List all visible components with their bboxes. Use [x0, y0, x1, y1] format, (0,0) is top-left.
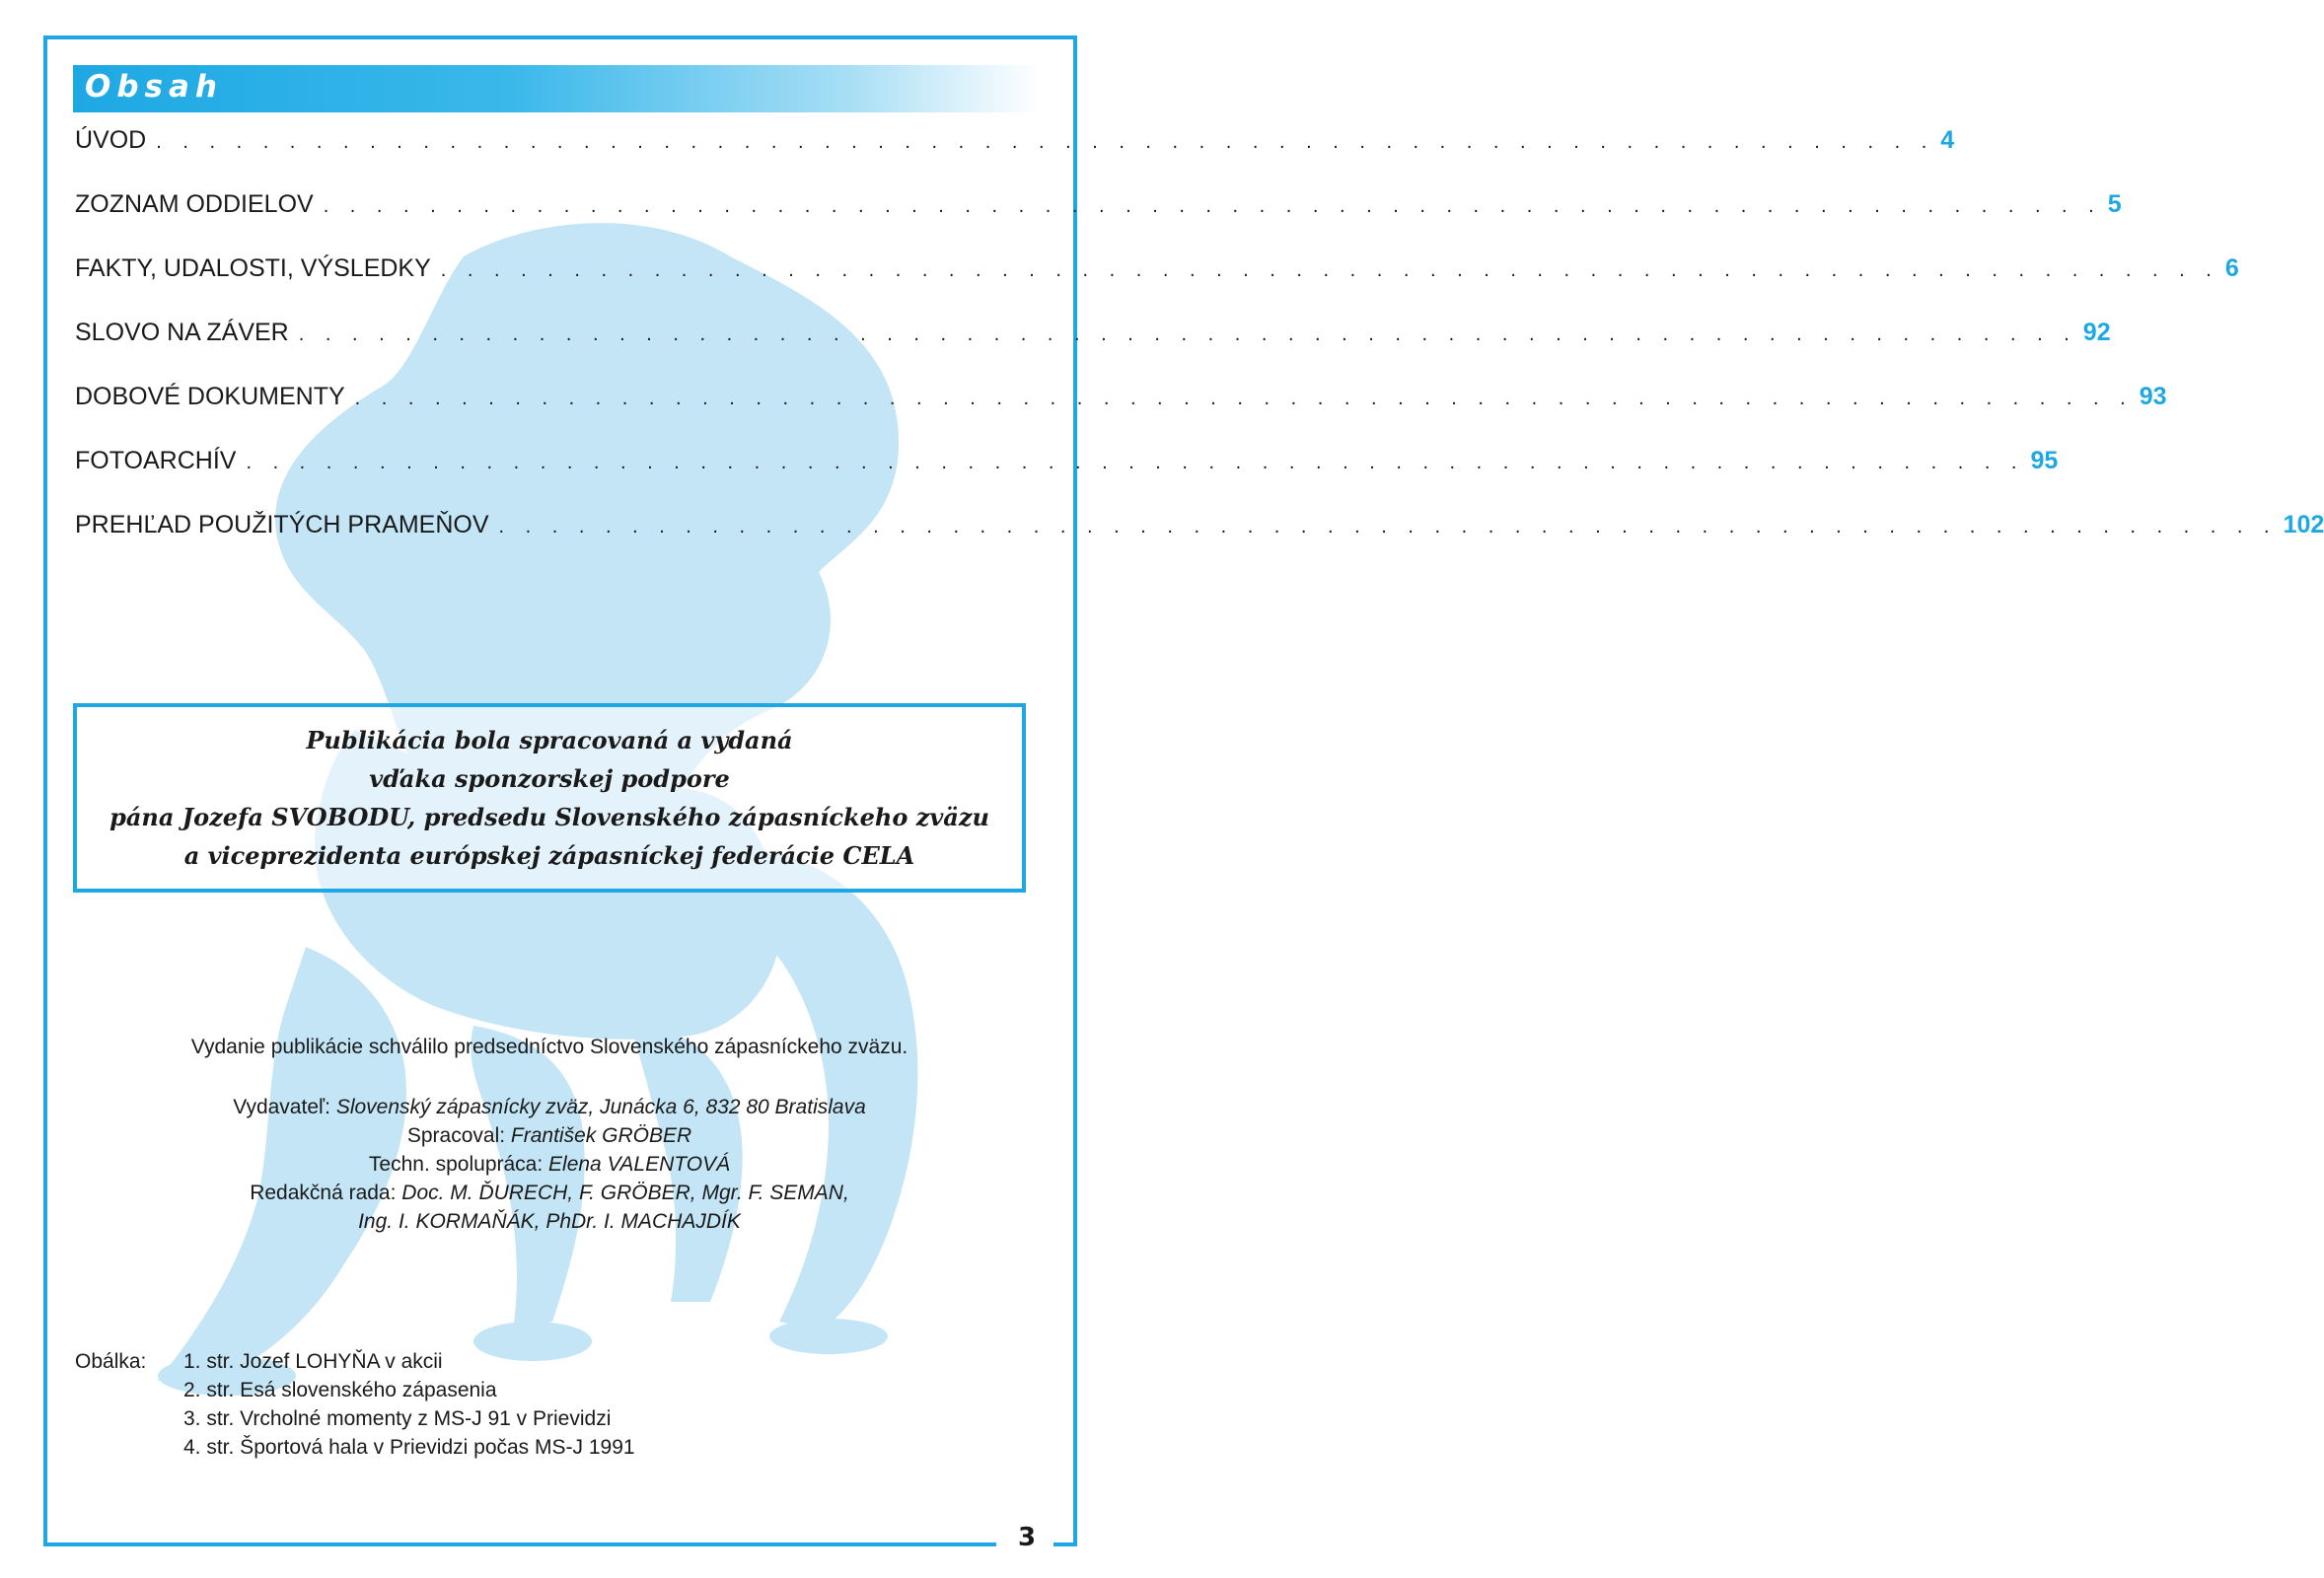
- cover-item: 4. str. Športová hala v Prievidzi počas MS-J 1991: [183, 1436, 635, 1459]
- editorial-board-value-2: Ing. I. KORMAŇÁK, PhDr. I. MACHAJDÍK: [358, 1210, 741, 1233]
- page-number: 3: [1017, 1523, 1037, 1552]
- processed-by-value: František GRÖBER: [510, 1124, 692, 1147]
- toc-entry[interactable]: [75, 254, 2239, 319]
- toc-entry-label: SLOVO NA ZÁVER: [75, 319, 289, 346]
- tech-cooperation-label: Techn. spolupráca:: [368, 1153, 544, 1176]
- toc-entry-label: DOBOVÉ DOKUMENTY: [75, 383, 345, 410]
- publisher-label: Vydavateľ:: [233, 1096, 330, 1118]
- toc-entry-label: ZOZNAM ODDIELOV: [75, 190, 314, 218]
- toc-entry-label: FAKTY, UDALOSTI, VÝSLEDKY: [75, 254, 431, 282]
- frame-bottom-line-end: [1053, 1542, 1077, 1546]
- toc-entry[interactable]: [75, 319, 2111, 383]
- cover-item: 2. str. Esá slovenského zápasenia: [183, 1379, 497, 1401]
- cover-label: Obálka:: [75, 1350, 147, 1373]
- editorial-board-label: Redakčná rada:: [250, 1182, 397, 1204]
- toc-entry-page: 102: [2283, 511, 2324, 538]
- publisher-value: Slovenský zápasnícky zväz, Junácka 6, 832 80 Bratislava: [335, 1096, 866, 1118]
- contents-header-bar: [73, 65, 1040, 112]
- frame-bottom-line: [43, 1542, 996, 1546]
- toc-dot-leader: . . . . . . . . . . . . . . . . . . . . . . . . . . . . . . . . . . . . . . . . . . . . . . . . . . . . . . . . . . . . . . . . . . .: [246, 452, 2025, 473]
- toc-dot-leader: . . . . . . . . . . . . . . . . . . . . . . . . . . . . . . . . . . . . . . . . . . . . . . . . . . . . . . . . . . . . . . . . . . .: [354, 388, 2134, 409]
- toc-entry-page: 6: [2224, 254, 2239, 282]
- toc-entry-page: 92: [2082, 319, 2111, 346]
- tech-cooperation-value: Elena VALENTOVÁ: [548, 1153, 731, 1176]
- toc-entry[interactable]: [75, 126, 1955, 190]
- editorial-board-line: [73, 1179, 1026, 1207]
- table-of-contents: [75, 126, 2324, 575]
- sponsor-line: vďaka sponzorskej podpore: [369, 764, 730, 793]
- toc-entry[interactable]: [75, 190, 2122, 254]
- contents-title: Obsah: [85, 69, 223, 105]
- toc-entry[interactable]: [75, 511, 2324, 575]
- tech-cooperation-line: [73, 1150, 1026, 1179]
- toc-entry-page: 95: [2030, 447, 2059, 474]
- toc-entry-page: 93: [2139, 383, 2167, 410]
- toc-entry-label: PREHĽAD POUŽITÝCH PRAMEŇOV: [75, 511, 489, 538]
- toc-entry-page: 4: [1940, 126, 1955, 154]
- sponsor-line: pána Jozefa SVOBODU, predsedu Slovenského zápasníckeho zväzu: [109, 803, 989, 831]
- approval-statement: Vydanie publikácie schválilo predsedníctvo Slovenského zápasníckeho zväzu.: [190, 1036, 908, 1058]
- publisher-line: [73, 1093, 1026, 1121]
- toc-dot-leader: . . . . . . . . . . . . . . . . . . . . . . . . . . . . . . . . . . . . . . . . . . . . . . . . . . . . . . . . . . . . . . . . . . .: [498, 516, 2278, 538]
- toc-entry-page: 5: [2107, 190, 2122, 218]
- publication-credits: [73, 1093, 1026, 1236]
- processed-by-label: Spracoval:: [406, 1124, 506, 1147]
- toc-entry-label: FOTOARCHÍV: [75, 447, 237, 474]
- sponsor-note-box: [73, 703, 1026, 893]
- processed-by-line: [73, 1121, 1026, 1150]
- cover-item: 1. str. Jozef LOHYŇA v akcii: [183, 1350, 443, 1373]
- editorial-board-value: Doc. M. ĎURECH, F. GRÖBER, Mgr. F. SEMAN,: [401, 1182, 849, 1204]
- toc-dot-leader: . . . . . . . . . . . . . . . . . . . . . . . . . . . . . . . . . . . . . . . . . . . . . . . . . . . . . . . . . . . . . . . . . . .: [440, 259, 2219, 281]
- toc-dot-leader: . . . . . . . . . . . . . . . . . . . . . . . . . . . . . . . . . . . . . . . . . . . . . . . . . . . . . . . . . . . . . . . . . . .: [298, 323, 2077, 345]
- cover-list: [183, 1347, 635, 1462]
- cover-item: 3. str. Vrcholné momenty z MS-J 91 v Prievidzi: [183, 1407, 612, 1430]
- editorial-board-line-2: [73, 1207, 1026, 1236]
- toc-dot-leader: . . . . . . . . . . . . . . . . . . . . . . . . . . . . . . . . . . . . . . . . . . . . . . . . . . . . . . . . . . . . . . . . . . .: [156, 131, 1935, 153]
- sponsor-line: a viceprezidenta európskej zápasníckej federácie CELA: [183, 841, 915, 870]
- toc-entry[interactable]: [75, 447, 2059, 511]
- toc-dot-leader: . . . . . . . . . . . . . . . . . . . . . . . . . . . . . . . . . . . . . . . . . . . . . . . . . . . . . . . . . . . . . . . . . . .: [323, 195, 2102, 217]
- toc-entry[interactable]: [75, 383, 2167, 447]
- toc-entry-label: ÚVOD: [75, 126, 147, 154]
- sponsor-line: Publikácia bola spracovaná a vydaná: [306, 726, 793, 754]
